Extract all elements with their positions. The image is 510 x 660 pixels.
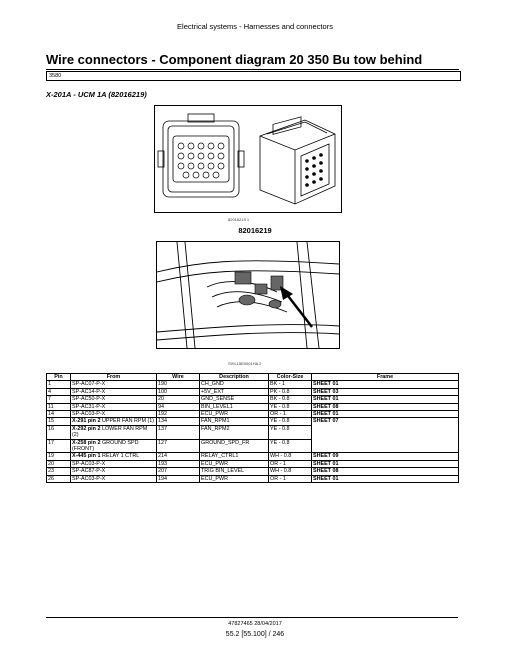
cell-frame: SHEET 09 [312,453,459,460]
figure2-caption: SVIL15E0001HA 2 [228,361,262,366]
cell-pin: 4 [47,388,71,395]
table-row [47,468,459,475]
harness-location-drawing [157,242,339,348]
pin-table [46,373,459,483]
cell-color-size: YE - 0.8 [269,403,312,410]
cell-color-size: BK - 1 [269,381,312,388]
cell-wire: 94 [157,403,200,410]
cell-color-size: WH - 0.8 [269,468,312,475]
cell-wire: 100 [157,388,200,395]
cell-frame: SHEET 01 [312,396,459,403]
section-code: 3580 [46,71,461,81]
page-header: Electrical systems - Harnesses and connectors [177,22,333,31]
cell-description: ECU_PWR [200,475,269,482]
table-row [47,460,459,467]
table-row [47,381,459,388]
cell-color-size: OR - 1 [269,460,312,467]
cell-pin: 20 [47,460,71,467]
cell-pin: 17 [47,439,71,453]
cell-frame: SHEET 07 [312,418,459,453]
cell-color-size: BK - 0.8 [269,396,312,403]
cell-from: SP-AC87-P-X [71,468,157,475]
col-header-color-size: Color-Size [269,374,312,381]
cell-description: TRIG BIN_LEVEL [200,468,269,475]
cell-description: ECU_PWR [200,411,269,418]
cell-from: X-445 pin 1 RELAY 1 CTRL [71,453,157,460]
col-header-wire: Wire [157,374,200,381]
cell-pin: 15 [47,418,71,425]
cell-frame: SHEET 08 [312,468,459,475]
cell-wire: 137 [157,425,200,439]
cell-pin: 19 [47,453,71,460]
footer-divider [46,617,458,618]
cell-wire: 214 [157,453,200,460]
table-row [47,396,459,403]
col-header-frame: Frame [312,374,459,381]
cell-from: SP-AC03-P-X [71,460,157,467]
cell-pin: 11 [47,403,71,410]
cell-description: GND_SENSE [200,396,269,403]
cell-wire: 192 [157,411,200,418]
cell-color-size: OR - 1 [269,411,312,418]
table-row [47,411,459,418]
cell-pin: 23 [47,468,71,475]
connector-subtitle: X-201A - UCM 1A (82016219) [46,90,147,99]
cell-pin: 26 [47,475,71,482]
cell-from: SP-AC07-P-X [71,381,157,388]
table-row [47,403,459,410]
cell-frame: SHEET 08 [312,403,459,410]
figure1-number: 82016219 [238,226,272,235]
figure1-caption: 82016219 1 [228,217,250,222]
cell-color-size: PK - 0.8 [269,388,312,395]
footer-doc-id: 47827465 28/04/2017 [228,621,282,627]
cell-wire: 127 [157,439,200,453]
table-header-row [47,374,459,381]
cell-description: CH_GND [200,381,269,388]
cell-description: ECU_PWR [200,460,269,467]
cell-frame: SHEET 01 [312,460,459,467]
connector-drawing-figure [154,105,342,213]
table-row [47,453,459,460]
cell-from: SP-AC50-P-X [71,396,157,403]
cell-description: FAN_RPM2 [200,425,269,439]
cell-color-size: YE - 0.8 [269,425,312,439]
table-row [47,388,459,395]
cell-from: SP-AC03-P-X [71,411,157,418]
cell-pin: 16 [47,425,71,439]
cell-description: GROUND_SPD_FR [200,439,269,453]
table-row [47,418,459,425]
cell-description: RELAY_CTRL1 [200,453,269,460]
harness-location-figure [156,241,340,349]
cell-frame: SHEET 01 [312,381,459,388]
cell-wire: 207 [157,468,200,475]
cell-description: +5V_EXT [200,388,269,395]
cell-color-size: YE - 0.8 [269,439,312,453]
cell-from: SP-AC14-P-X [71,388,157,395]
cell-frame: SHEET 01 [312,475,459,482]
cell-color-size: OR - 1 [269,475,312,482]
cell-wire: 134 [157,418,200,425]
cell-pin: 1 [47,381,71,388]
title-divider [46,69,459,70]
col-header-description: Description [200,374,269,381]
cell-description: FAN_RPM1 [200,418,269,425]
cell-wire: 193 [157,460,200,467]
cell-color-size: YE - 0.8 [269,418,312,425]
cell-from: SP-AC03-P-X [71,475,157,482]
cell-pin: 14 [47,411,71,418]
cell-from: SP-AC31-P-X [71,403,157,410]
cell-frame: SHEET 03 [312,388,459,395]
cell-wire: 20 [157,396,200,403]
cell-wire: 190 [157,381,200,388]
cell-color-size: WH - 0.8 [269,453,312,460]
cell-pin: 7 [47,396,71,403]
cell-from: X-291 pin 2 UPPER FAN RPM (1) [71,418,157,425]
cell-from: X-292 pin 2 LOWER FAN RPM (2) [71,425,157,439]
cell-frame: SHEET 01 [312,411,459,418]
page-title: Wire connectors - Component diagram 20 350 Bu tow behind [46,52,423,67]
table-row [47,475,459,482]
col-header-pin: Pin [47,374,71,381]
cell-wire: 194 [157,475,200,482]
cell-description: BIN_LEVEL1 [200,403,269,410]
col-header-from: From [71,374,157,381]
cell-from: X-258 pin 2 GROUND SPD (FRONT) [71,439,157,453]
footer-page-number: 55.2 [55.100] / 246 [225,631,285,638]
connector-drawing [155,106,341,212]
